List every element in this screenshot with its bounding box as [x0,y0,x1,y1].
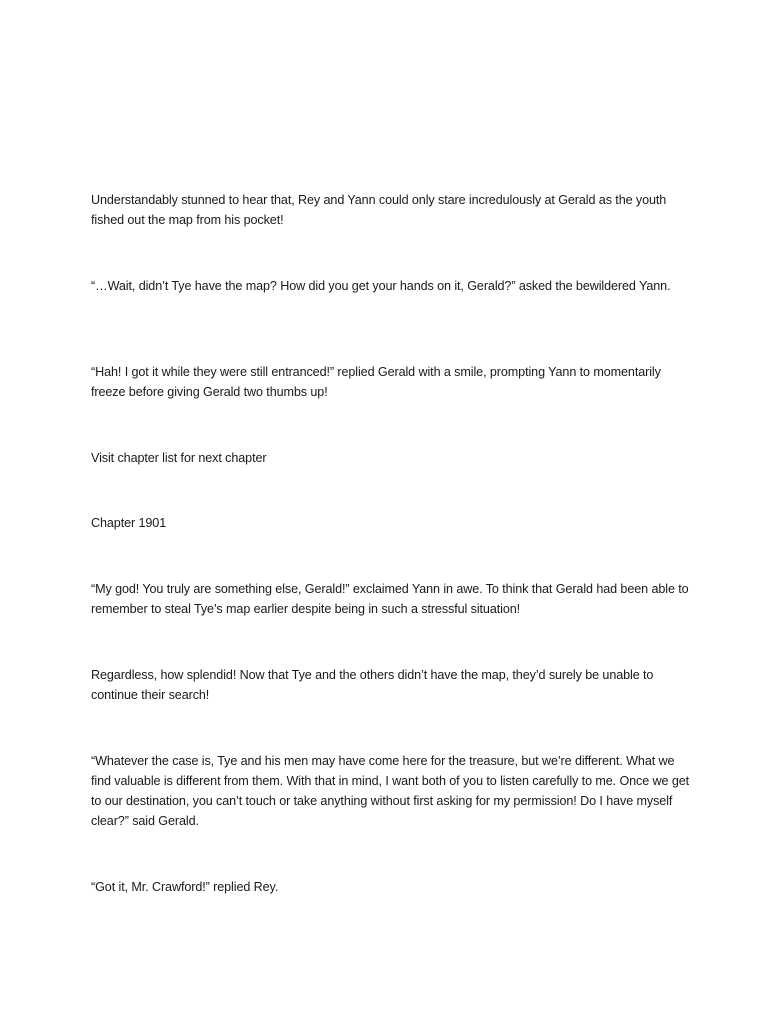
paragraph-yann-awe: “My god! You truly are something else, Gerald!” exclaimed Yann in awe. To think that Gerald had been able to remember to steal Tye’s map earlier despite being in such a stressful situation! [91,582,689,616]
paragraph-gerald-reply: “Hah! I got it while they were still entranced!” replied Gerald with a smile, prompting Yann to momentarily freeze before giving Gerald two thumbs up! [91,365,661,399]
chapter-heading: Chapter 1901 [91,516,167,530]
paragraph-splendid: Regardless, how splendid! Now that Tye and the others didn’t have the map, they’d surely be unable to continue their search! [91,668,654,702]
paragraph-yann-question: “…Wait, didn’t Tye have the map? How did you get your hands on it, Gerald?” asked the bewildered Yann. [91,279,671,293]
paragraph-visit-chapter-list: Visit chapter list for next chapter [91,451,267,465]
paragraph-stunned: Understandably stunned to hear that, Rey and Yann could only stare incredulously at Gerald as the youth fished out the map from his pocket! [91,193,667,227]
paragraph-gerald-instructions: “Whatever the case is, Tye and his men may have come here for the treasure, but we’re different. What we find valuable is different from them. With that in mind, I want both of you to listen carefully to me. Once we get to our destination, you can’t touch or take anything without first asking for my permission! Do I have myself clear?” said Gerald. [91,754,690,828]
paragraph-rey-reply: “Got it, Mr. Crawford!” replied Rey. [91,880,279,894]
